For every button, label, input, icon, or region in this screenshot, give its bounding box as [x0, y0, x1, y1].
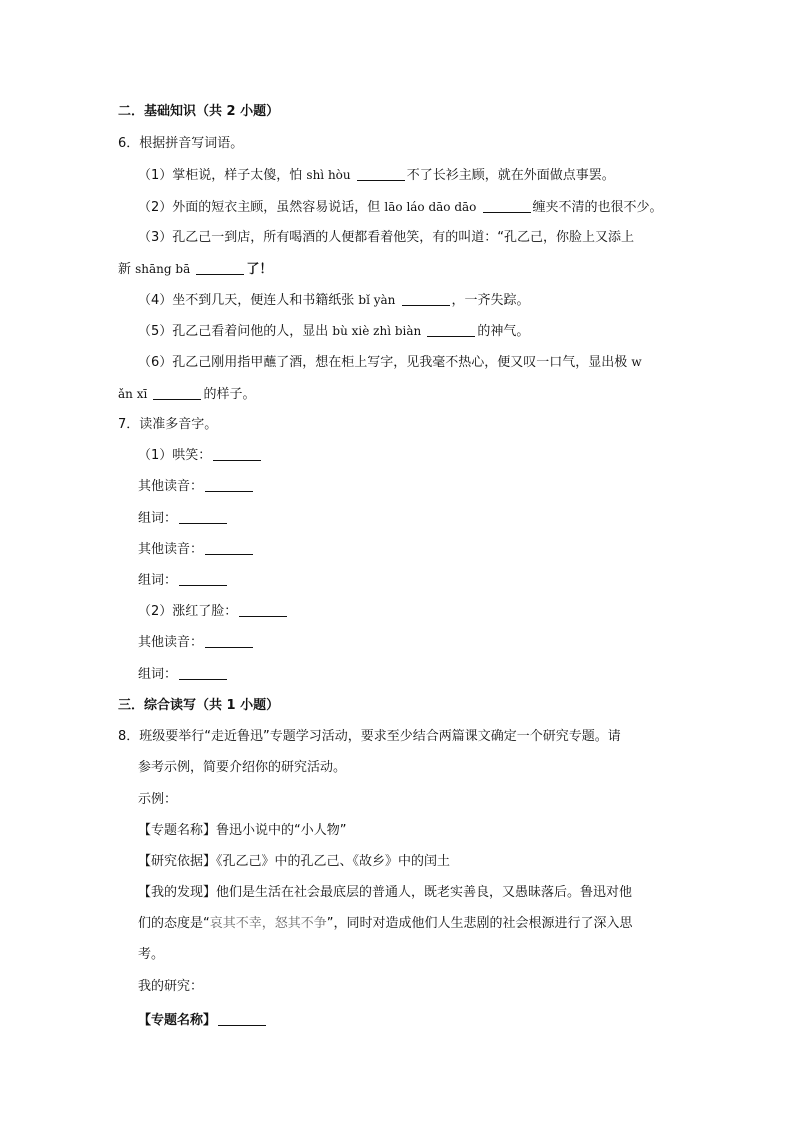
q6-item-4-prefix: （4）坐不到几天，便连人和书籍纸张 — [138, 293, 359, 308]
question-8-stem-b: 参考示例，简要介绍你的研究活动。 — [138, 760, 347, 775]
q6-item-3-blank[interactable] — [196, 260, 244, 275]
q6-item-6-pinyin-a: w — [631, 355, 642, 369]
q6-item-6-line-b — [118, 384, 255, 405]
q6-item-3-prefix: 新 — [118, 262, 136, 277]
q6-item-2-prefix: （2）外面的短衣主顾，虽然容易说话，但 — [138, 200, 385, 215]
q7-line-3 — [138, 509, 229, 529]
q8-mine-topic-blank[interactable] — [218, 1011, 266, 1026]
q8-mine-topic-label: 【专题名称】 — [138, 1013, 217, 1028]
q6-item-5-blank[interactable] — [427, 322, 475, 337]
q7-line-6 — [138, 602, 289, 622]
q7-line-1-blank[interactable] — [213, 446, 261, 461]
question-7-stem: 7．读准多音字。 — [118, 417, 218, 432]
q6-item-4-pinyin: bǐ yàn — [358, 293, 396, 307]
q7-line-1-label: （1）哄笑： — [138, 448, 212, 463]
q6-item-1 — [138, 165, 615, 186]
q7-line-6-label: （2）涨红了脸： — [138, 604, 238, 619]
q7-line-2-label: 其他读音： — [138, 479, 204, 494]
q6-item-1-suffix: 不了长衫主顾，就在外面做点事罢。 — [406, 168, 615, 183]
q7-line-5 — [138, 571, 229, 591]
q6-item-3-line-b — [118, 259, 272, 280]
q6-item-5-pinyin: bù xiè zhì biàn — [332, 324, 422, 338]
q7-line-2 — [138, 477, 255, 497]
q6-item-3-pinyin: shāng bā — [135, 262, 191, 276]
q6-item-4 — [138, 290, 530, 311]
q6-item-2 — [138, 197, 663, 218]
q7-line-2-blank[interactable] — [205, 477, 253, 492]
q7-line-3-label: 组词： — [138, 511, 178, 526]
q6-item-2-pinyin: lāo láo dāo dāo — [384, 200, 477, 214]
q8-mine-label: 我的研究： — [138, 979, 204, 994]
question-6-stem: 6．根据拼音写词语。 — [118, 136, 244, 151]
q7-line-1 — [138, 446, 263, 466]
q6-item-6-pinyin-b: ǎn xī — [118, 387, 148, 401]
q6-item-4-blank[interactable] — [402, 291, 450, 306]
q8-example-basis: 【研究依据】《孔乙己》中的孔乙己、《故乡》中的闰土 — [138, 854, 451, 869]
q7-line-3-blank[interactable] — [179, 509, 227, 524]
q8-example-finding-a: 【我的发现】他们是生活在社会最底层的普通人，既老实善良，又愚昧落后。鲁迅对他 — [138, 885, 633, 900]
q7-line-4 — [138, 540, 255, 560]
question-8-stem-a: 8．班级要举行“走近鲁迅”专题学习活动，要求至少结合两篇课文确定一个研究专题。请 — [118, 729, 621, 744]
q7-line-5-blank[interactable] — [179, 571, 227, 586]
q6-item-6-line-a — [138, 352, 642, 373]
q8-finding-b-suffix: ”，同时对造成他们人生悲剧的社会根源进行了深入思 — [326, 916, 633, 931]
q6-item-6-suffix: 的样子。 — [203, 387, 256, 402]
q6-item-6-prefix: （6）孔乙己刚用指甲蘸了酒，想在柜上写字，见我毫不热心，便又叹一口气，显出极 — [138, 355, 632, 370]
q6-item-2-blank[interactable] — [483, 198, 531, 213]
q7-line-5-label: 组词： — [138, 573, 178, 588]
q6-item-3-suffix: 了！ — [246, 262, 273, 277]
q8-example-finding-c: 考。 — [138, 947, 165, 962]
q7-line-4-label: 其他读音： — [138, 542, 204, 557]
q7-line-7 — [138, 633, 255, 653]
q8-example-finding-b — [138, 914, 633, 934]
q7-line-4-blank[interactable] — [205, 540, 253, 555]
q8-finding-b-quote: 哀其不幸，怒其不争 — [209, 916, 327, 931]
q8-mine-topic — [138, 1011, 268, 1031]
q7-line-8 — [138, 665, 229, 685]
q6-item-5-suffix: 的神气。 — [477, 324, 530, 339]
q8-example-topic: 【专题名称】鲁迅小说中的“小人物” — [138, 823, 347, 838]
q7-line-7-label: 其他读音： — [138, 635, 204, 650]
q8-example-label: 示例： — [138, 792, 178, 807]
q6-item-1-prefix: （1）掌柜说，样子太傻，怕 — [138, 168, 307, 183]
q7-line-7-blank[interactable] — [205, 633, 253, 648]
q6-item-6-blank[interactable] — [153, 385, 201, 400]
q6-item-1-pinyin: shì hòu — [306, 168, 351, 182]
q6-item-5 — [138, 321, 529, 342]
q7-line-8-blank[interactable] — [179, 665, 227, 680]
q6-item-4-suffix: ，一齐失踪。 — [451, 293, 530, 308]
q7-line-6-blank[interactable] — [239, 602, 287, 617]
q6-item-3-line-a: （3）孔乙己一到店，所有喝酒的人便都看着他笑，有的叫道：“孔乙己，你脸上又添上 — [138, 230, 635, 245]
q6-item-2-suffix: 缠夹不清的也很不少。 — [532, 200, 663, 215]
q6-item-5-prefix: （5）孔乙己看着问他的人，显出 — [138, 324, 333, 339]
section-2-title: 二．基础知识（共 2 小题） — [118, 104, 280, 119]
section-3-title: 三．综合读写（共 1 小题） — [118, 698, 280, 713]
q6-item-1-blank[interactable] — [357, 166, 405, 181]
q8-finding-b-prefix: 们的态度是“ — [138, 916, 210, 931]
q7-line-8-label: 组词： — [138, 667, 178, 682]
